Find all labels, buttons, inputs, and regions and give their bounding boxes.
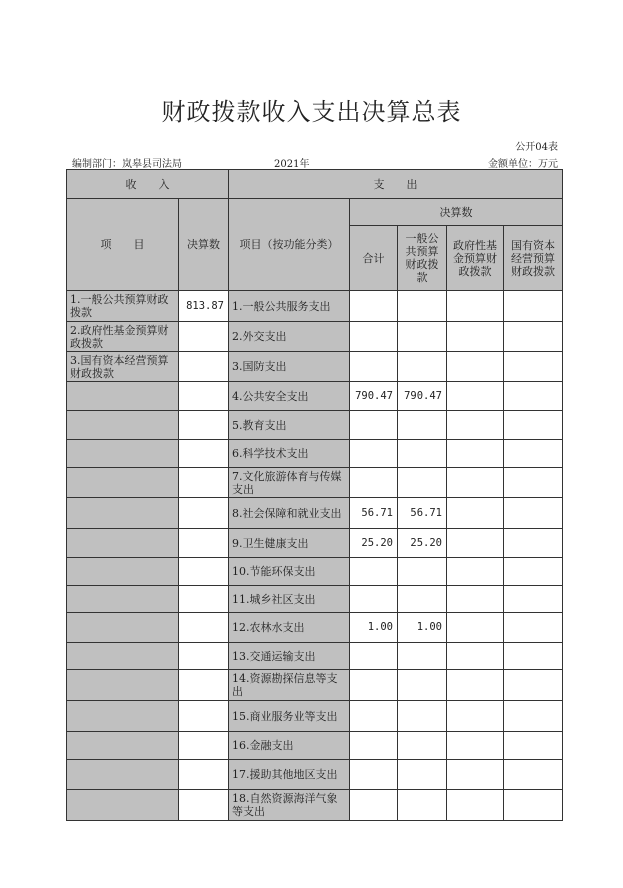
- page-title: 财政拨款收入支出决算总表: [161, 98, 462, 126]
- table-row: [67, 468, 563, 498]
- table-row: [67, 529, 563, 558]
- income-item-cell: [67, 790, 179, 821]
- fund-cell: [447, 498, 504, 529]
- general-cell: [398, 291, 447, 322]
- income-item-cell: [67, 529, 179, 558]
- state-cell: [504, 558, 563, 586]
- expense-item-cell: 2.外交支出: [229, 322, 350, 352]
- state-cell: [504, 586, 563, 613]
- general-cell: [398, 643, 447, 670]
- total-cell: 25.20: [350, 529, 398, 558]
- total-cell: [350, 586, 398, 613]
- total-cell: 56.71: [350, 498, 398, 529]
- expense-item-cell: 12.农林水支出: [229, 613, 350, 643]
- general-cell: 1.00: [398, 613, 447, 643]
- table-row: [67, 498, 563, 529]
- income-amount-cell: [179, 586, 229, 613]
- income-item-cell: [67, 643, 179, 670]
- general-cell: [398, 732, 447, 760]
- budget-table: [66, 169, 563, 821]
- state-cell: [504, 291, 563, 322]
- table-row: [67, 382, 563, 411]
- income-amount-cell: [179, 732, 229, 760]
- fund-cell: [447, 322, 504, 352]
- general-cell: [398, 440, 447, 468]
- income-amount-cell: [179, 322, 229, 352]
- state-cell: [504, 701, 563, 732]
- general-cell: [398, 558, 447, 586]
- income-item-cell: [67, 760, 179, 790]
- table-row: [67, 701, 563, 732]
- fund-cell: [447, 440, 504, 468]
- income-item-cell: [67, 732, 179, 760]
- item-func-header: 项目（按功能分类）: [229, 199, 350, 291]
- amount-header: 决算数: [179, 199, 229, 291]
- table-row: [67, 670, 563, 701]
- income-item-cell: [67, 586, 179, 613]
- total-cell: [350, 732, 398, 760]
- fund-cell: [447, 529, 504, 558]
- expense-item-cell: 14.资源勘探信息等支出: [229, 670, 350, 701]
- meta-line: [72, 155, 558, 169]
- state-cell: [504, 790, 563, 821]
- expense-item-cell: 10.节能环保支出: [229, 558, 350, 586]
- year-label: 2021年: [274, 159, 310, 170]
- state-cell: [504, 322, 563, 352]
- final-header: 决算数: [350, 199, 563, 226]
- table-row: [67, 732, 563, 760]
- income-amount-cell: [179, 670, 229, 701]
- expense-item-cell: 5.教育支出: [229, 411, 350, 440]
- table-row: [67, 613, 563, 643]
- total-cell: [350, 670, 398, 701]
- state-cell: [504, 411, 563, 440]
- income-item-cell: [67, 670, 179, 701]
- general-cell: 790.47: [398, 382, 447, 411]
- total-cell: [350, 643, 398, 670]
- general-cell: [398, 352, 447, 382]
- fund-cell: [447, 382, 504, 411]
- fund-cell: [447, 760, 504, 790]
- fund-cell: [447, 291, 504, 322]
- fund-header: 政府性基金预算财政拨款: [447, 226, 504, 291]
- expense-item-cell: 1.一般公共服务支出: [229, 291, 350, 322]
- state-cell: [504, 468, 563, 498]
- table-row: [67, 643, 563, 670]
- general-cell: [398, 670, 447, 701]
- fund-cell: [447, 352, 504, 382]
- total-cell: [350, 440, 398, 468]
- total-cell: [350, 558, 398, 586]
- expense-item-cell: 4.公共安全支出: [229, 382, 350, 411]
- expense-item-cell: 18.自然资源海洋气象等支出: [229, 790, 350, 821]
- expense-item-cell: 15.商业服务业等支出: [229, 701, 350, 732]
- income-item-cell: 1.一般公共预算财政拨款: [67, 291, 179, 322]
- income-amount-cell: [179, 382, 229, 411]
- fund-cell: [447, 790, 504, 821]
- income-amount-cell: [179, 468, 229, 498]
- fund-cell: [447, 468, 504, 498]
- form-code: 公开04表: [515, 142, 558, 153]
- expense-item-cell: 9.卫生健康支出: [229, 529, 350, 558]
- total-cell: [350, 411, 398, 440]
- fund-cell: [447, 701, 504, 732]
- total-cell: [350, 291, 398, 322]
- expense-item-cell: 17.援助其他地区支出: [229, 760, 350, 790]
- general-cell: [398, 701, 447, 732]
- table-row: [67, 440, 563, 468]
- general-cell: [398, 411, 447, 440]
- fund-cell: [447, 613, 504, 643]
- total-cell: [350, 468, 398, 498]
- state-cell: [504, 613, 563, 643]
- table-row: [67, 352, 563, 382]
- state-cell: [504, 382, 563, 411]
- state-cell: [504, 760, 563, 790]
- income-amount-cell: [179, 613, 229, 643]
- general-cell: 56.71: [398, 498, 447, 529]
- fund-cell: [447, 670, 504, 701]
- general-cell: [398, 468, 447, 498]
- expense-item-cell: 16.金融支出: [229, 732, 350, 760]
- income-amount-cell: [179, 411, 229, 440]
- expense-item-cell: 13.交通运输支出: [229, 643, 350, 670]
- state-cell: [504, 440, 563, 468]
- general-cell: 25.20: [398, 529, 447, 558]
- income-item-cell: 2.政府性基金预算财政拨款: [67, 322, 179, 352]
- currency-label: 金额单位：万元: [488, 159, 558, 170]
- state-cell: [504, 529, 563, 558]
- income-item-cell: [67, 613, 179, 643]
- income-item-cell: 3.国有资本经营预算财政拨款: [67, 352, 179, 382]
- income-amount-cell: [179, 790, 229, 821]
- income-amount-cell: [179, 701, 229, 732]
- income-amount-cell: [179, 760, 229, 790]
- fund-cell: [447, 411, 504, 440]
- income-header: 收 入: [67, 170, 229, 199]
- fund-cell: [447, 558, 504, 586]
- expense-header: 支 出: [229, 170, 563, 199]
- expense-item-cell: 3.国防支出: [229, 352, 350, 382]
- income-amount-cell: [179, 352, 229, 382]
- state-cell: [504, 732, 563, 760]
- income-item-cell: [67, 558, 179, 586]
- fund-cell: [447, 732, 504, 760]
- income-item-cell: [67, 440, 179, 468]
- income-amount-cell: 813.87: [179, 291, 229, 322]
- table-row: [67, 291, 563, 322]
- table-row: [67, 586, 563, 613]
- general-cell: [398, 322, 447, 352]
- table-row: [67, 322, 563, 352]
- table-row: [67, 558, 563, 586]
- income-amount-cell: [179, 643, 229, 670]
- fund-cell: [447, 643, 504, 670]
- total-cell: [350, 322, 398, 352]
- general-cell: [398, 586, 447, 613]
- expense-item-cell: 7.文化旅游体育与传媒支出: [229, 468, 350, 498]
- table-row: [67, 760, 563, 790]
- income-item-cell: [67, 411, 179, 440]
- general-header: 一般公共预算财政拨款: [398, 226, 447, 291]
- general-cell: [398, 760, 447, 790]
- item-header: 项 目: [67, 199, 179, 291]
- state-cell: [504, 352, 563, 382]
- income-amount-cell: [179, 529, 229, 558]
- total-cell: [350, 790, 398, 821]
- income-item-cell: [67, 498, 179, 529]
- expense-item-cell: 11.城乡社区支出: [229, 586, 350, 613]
- total-cell: [350, 760, 398, 790]
- unit-label: 编制部门：岚皋县司法局: [72, 159, 182, 170]
- total-cell: 1.00: [350, 613, 398, 643]
- income-amount-cell: [179, 440, 229, 468]
- income-amount-cell: [179, 498, 229, 529]
- total-cell: 790.47: [350, 382, 398, 411]
- total-cell: [350, 701, 398, 732]
- state-header: 国有资本经营预算财政拨款: [504, 226, 563, 291]
- state-cell: [504, 670, 563, 701]
- income-amount-cell: [179, 558, 229, 586]
- expense-item-cell: 6.科学技术支出: [229, 440, 350, 468]
- total-header: 合计: [350, 226, 398, 291]
- income-item-cell: [67, 382, 179, 411]
- income-item-cell: [67, 468, 179, 498]
- expense-item-cell: 8.社会保障和就业支出: [229, 498, 350, 529]
- total-cell: [350, 352, 398, 382]
- general-cell: [398, 790, 447, 821]
- table-row: [67, 790, 563, 821]
- income-item-cell: [67, 701, 179, 732]
- state-cell: [504, 643, 563, 670]
- state-cell: [504, 498, 563, 529]
- fund-cell: [447, 586, 504, 613]
- table-row: [67, 411, 563, 440]
